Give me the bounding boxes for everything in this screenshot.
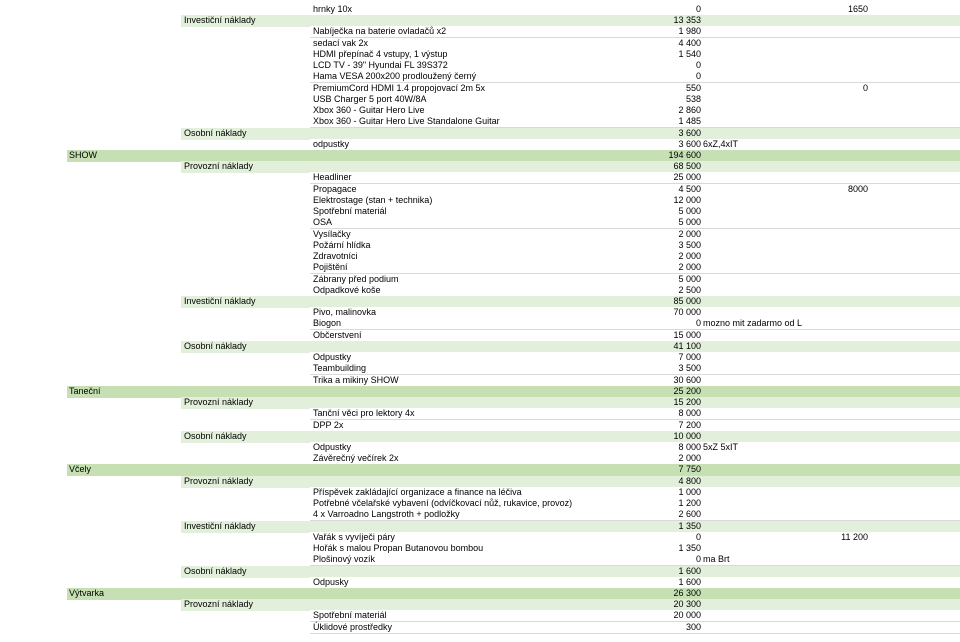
item-row[interactable] (310, 554, 960, 566)
row-amount: 3 600 (678, 138, 701, 149)
row-amount: 7 200 (678, 419, 701, 430)
item-row[interactable] (310, 26, 960, 38)
row-label: Headliner (313, 172, 352, 183)
row-amount: 1 000 (678, 486, 701, 497)
row-label: Odpusky (313, 576, 349, 587)
row-extra-value: 1650 (847, 4, 868, 14)
row-amount: 1 600 (678, 565, 701, 576)
row-label: 4 x Varroadno Langstroth + podložky (313, 509, 460, 520)
row-amount: 3 600 (678, 127, 701, 138)
category-row[interactable] (67, 588, 960, 600)
row-amount: 1 980 (678, 26, 701, 37)
row-label: Příspěvek zakládající organizace a finance na léčiva (313, 486, 522, 497)
row-label: Potřebné včelařské vybavení (odvíčkovací nůž, rukavice, provoz) (313, 498, 573, 509)
row-label: Výtvarka (69, 587, 105, 598)
row-label: Propagace (313, 183, 357, 194)
row-label: Xbox 360 - Guitar Hero Live Standalone Guitar (313, 116, 500, 127)
subcategory-row[interactable] (181, 296, 960, 308)
row-label: Osobní náklady (184, 127, 247, 138)
row-amount: 68 500 (673, 161, 701, 172)
row-amount: 5 000 (678, 273, 701, 284)
row-amount: 4 400 (678, 37, 701, 48)
row-label: Osobní náklady (184, 565, 247, 576)
row-amount: 0 (695, 318, 701, 329)
row-amount: 2 860 (678, 105, 701, 116)
subcategory-row[interactable] (181, 15, 960, 27)
row-amount: 0 (695, 71, 701, 82)
row-label: Vysílačky (313, 228, 351, 239)
row-label: Zdravotníci (313, 251, 358, 262)
row-amount: 7 750 (678, 464, 701, 475)
row-amount: 0 (695, 4, 701, 14)
row-label: Investiční náklady (184, 520, 256, 531)
row-amount: 13 353 (673, 15, 701, 26)
item-row[interactable] (310, 442, 960, 454)
subcategory-row[interactable] (181, 566, 960, 578)
row-amount: 5 000 (678, 217, 701, 228)
item-row[interactable] (310, 408, 960, 420)
subcategory-row[interactable] (181, 397, 960, 409)
row-label: HDMI přepínač 4 vstupy, 1 výstup (313, 48, 448, 59)
row-amount: 300 (685, 621, 701, 632)
row-label: DPP 2x (313, 419, 344, 430)
row-amount: 12 000 (673, 194, 701, 205)
row-amount: 1 200 (678, 498, 701, 509)
item-row[interactable] (310, 83, 960, 95)
subcategory-row[interactable] (181, 161, 960, 173)
item-row[interactable] (310, 71, 960, 83)
row-amount: 25 200 (673, 385, 701, 396)
row-amount: 30 600 (673, 374, 701, 385)
row-label: LCD TV - 39" Hyundai FL 39S372 (313, 60, 448, 71)
row-amount: 0 (695, 60, 701, 71)
item-row[interactable] (310, 60, 960, 72)
row-amount: 20 300 (673, 599, 701, 610)
row-label: Provozní náklady (184, 161, 254, 172)
row-label: OSA (313, 217, 333, 228)
row-label: sedací vak 2x (313, 37, 369, 48)
row-extra-value: 8000 (847, 183, 868, 194)
item-row[interactable] (310, 352, 960, 364)
subcategory-row[interactable] (181, 476, 960, 488)
item-row[interactable] (310, 577, 960, 589)
item-row[interactable] (310, 38, 960, 50)
row-label: Taneční (69, 385, 101, 396)
row-amount: 8 000 (678, 441, 701, 452)
category-row[interactable] (67, 464, 960, 476)
row-amount: 10 000 (673, 430, 701, 441)
subcategory-row[interactable] (181, 521, 960, 533)
row-label: Osobní náklady (184, 340, 247, 351)
row-amount: 7 000 (678, 352, 701, 363)
item-row[interactable] (310, 49, 960, 61)
row-amount: 1 485 (678, 116, 701, 127)
row-amount: 2 600 (678, 509, 701, 520)
row-label: Úklidové prostředky (313, 621, 393, 632)
item-row[interactable] (310, 172, 960, 184)
item-row[interactable] (310, 498, 960, 510)
row-note: ma Brt (703, 554, 730, 565)
row-amount: 25 000 (673, 172, 701, 183)
item-row[interactable] (310, 184, 960, 196)
row-amount: 2 000 (678, 262, 701, 273)
row-label: odpustky (313, 138, 350, 149)
row-label: Pivo, malinovka (313, 307, 377, 318)
item-row[interactable] (310, 509, 960, 521)
row-note: mozno mit zadarmo od L (703, 318, 803, 329)
row-amount: 20 000 (673, 610, 701, 621)
item-row[interactable] (310, 206, 960, 218)
item-row[interactable] (310, 240, 960, 252)
row-amount: 5 000 (678, 206, 701, 217)
row-amount: 0 (695, 554, 701, 565)
row-label: Nabíječka na baterie ovladačů x2 (313, 26, 447, 37)
row-amount: 1 350 (678, 520, 701, 531)
item-row[interactable] (310, 285, 960, 297)
row-amount: 15 000 (673, 329, 701, 340)
row-label: Osobní náklady (184, 430, 247, 441)
item-row[interactable] (310, 274, 960, 286)
row-note: 5xZ 5xIT (703, 441, 739, 452)
row-amount: 85 000 (673, 295, 701, 306)
row-label: Včely (69, 464, 92, 475)
row-label: Investiční náklady (184, 15, 256, 26)
row-label: Provozní náklady (184, 475, 254, 486)
item-row[interactable] (310, 375, 960, 387)
row-note: 6xZ,4xIT (703, 138, 739, 149)
row-label: Biogon (313, 318, 342, 329)
subcategory-row[interactable] (181, 341, 960, 353)
row-amount: 1 350 (678, 543, 701, 554)
row-label: Tanční věci pro lektory 4x (313, 408, 415, 419)
row-amount: 3 500 (678, 363, 701, 374)
row-label: SHOW (69, 149, 97, 160)
row-label: Teambuilding (313, 363, 367, 374)
row-label: Pojištění (313, 262, 348, 273)
row-amount: 15 200 (673, 397, 701, 408)
row-label: Investiční náklady (184, 295, 256, 306)
subcategory-row[interactable] (181, 599, 960, 611)
category-row[interactable] (67, 386, 960, 398)
row-extra-value: 11 200 (841, 531, 868, 542)
row-amount: 2 500 (678, 284, 701, 295)
row-amount: 538 (685, 93, 701, 104)
row-label: Hama VESA 200x200 prodloužený černý (313, 71, 477, 82)
row-amount: 4 500 (678, 183, 701, 194)
category-row[interactable] (67, 150, 960, 162)
row-label: PremiumCord HDMI 1.4 propojovací 2m 5x (313, 82, 486, 93)
row-amount: 41 100 (673, 340, 701, 351)
row-amount: 70 000 (673, 307, 701, 318)
row-label: Odpustky (313, 352, 352, 363)
item-row[interactable] (310, 453, 960, 465)
item-row[interactable] (310, 195, 960, 207)
item-row[interactable] (310, 307, 960, 319)
row-label: Plošinový vozík (313, 554, 376, 565)
row-label: Provozní náklady (184, 397, 254, 408)
row-label: Xbox 360 - Guitar Hero Live (313, 105, 425, 116)
subcategory-row[interactable] (181, 128, 960, 140)
row-amount: 2 000 (678, 453, 701, 464)
item-row[interactable] (310, 622, 960, 634)
row-label: Vařák s vyvíječi páry (313, 531, 395, 542)
row-amount: 0 (695, 531, 701, 542)
item-row[interactable] (310, 543, 960, 555)
row-label: Požární hlídka (313, 239, 371, 250)
row-label: Spotřební materiál (313, 206, 387, 217)
row-amount: 3 500 (678, 239, 701, 250)
item-row[interactable] (310, 94, 960, 106)
row-amount: 8 000 (678, 408, 701, 419)
item-row[interactable] (310, 251, 960, 263)
row-label: Odpustky (313, 441, 352, 452)
item-row[interactable] (310, 229, 960, 241)
row-amount: 1 540 (678, 48, 701, 59)
item-row[interactable] (310, 330, 960, 342)
row-amount: 550 (685, 82, 701, 93)
row-label: USB Charger 5 port 40W/8A (313, 93, 427, 104)
item-row[interactable] (310, 139, 960, 151)
row-label: Provozní náklady (184, 599, 254, 610)
item-row[interactable] (310, 262, 960, 274)
row-label: Elektrostage (stan + technika) (313, 194, 433, 205)
row-label: Spotřební materiál (313, 610, 387, 621)
row-amount: 2 000 (678, 251, 701, 262)
item-row[interactable] (310, 217, 960, 229)
row-label: Hořák s malou Propan Butanovou bombou (313, 543, 484, 554)
row-amount: 2 000 (678, 228, 701, 239)
row-label: Odpadkové koše (313, 284, 381, 295)
row-label: Zábrany před podium (313, 273, 399, 284)
item-row[interactable] (310, 318, 960, 330)
row-amount: 1 600 (678, 576, 701, 587)
item-row[interactable] (310, 105, 960, 117)
row-amount: 26 300 (673, 587, 701, 598)
row-amount: 194 600 (668, 149, 701, 160)
item-row[interactable] (310, 420, 960, 432)
item-row[interactable] (310, 532, 960, 544)
item-row[interactable] (310, 4, 960, 16)
item-row[interactable] (310, 487, 960, 499)
item-row[interactable] (310, 610, 960, 622)
subcategory-row[interactable] (181, 431, 960, 443)
row-label: Občerstvení (313, 329, 362, 340)
row-label: Závěrečný večírek 2x (313, 453, 399, 464)
item-row[interactable] (310, 116, 960, 128)
item-row[interactable] (310, 363, 960, 375)
row-label: Trika a mikiny SHOW (313, 374, 399, 385)
row-amount: 4 800 (678, 475, 701, 486)
row-label: hrnky 10x (313, 4, 353, 14)
row-extra-value: 0 (862, 82, 868, 93)
